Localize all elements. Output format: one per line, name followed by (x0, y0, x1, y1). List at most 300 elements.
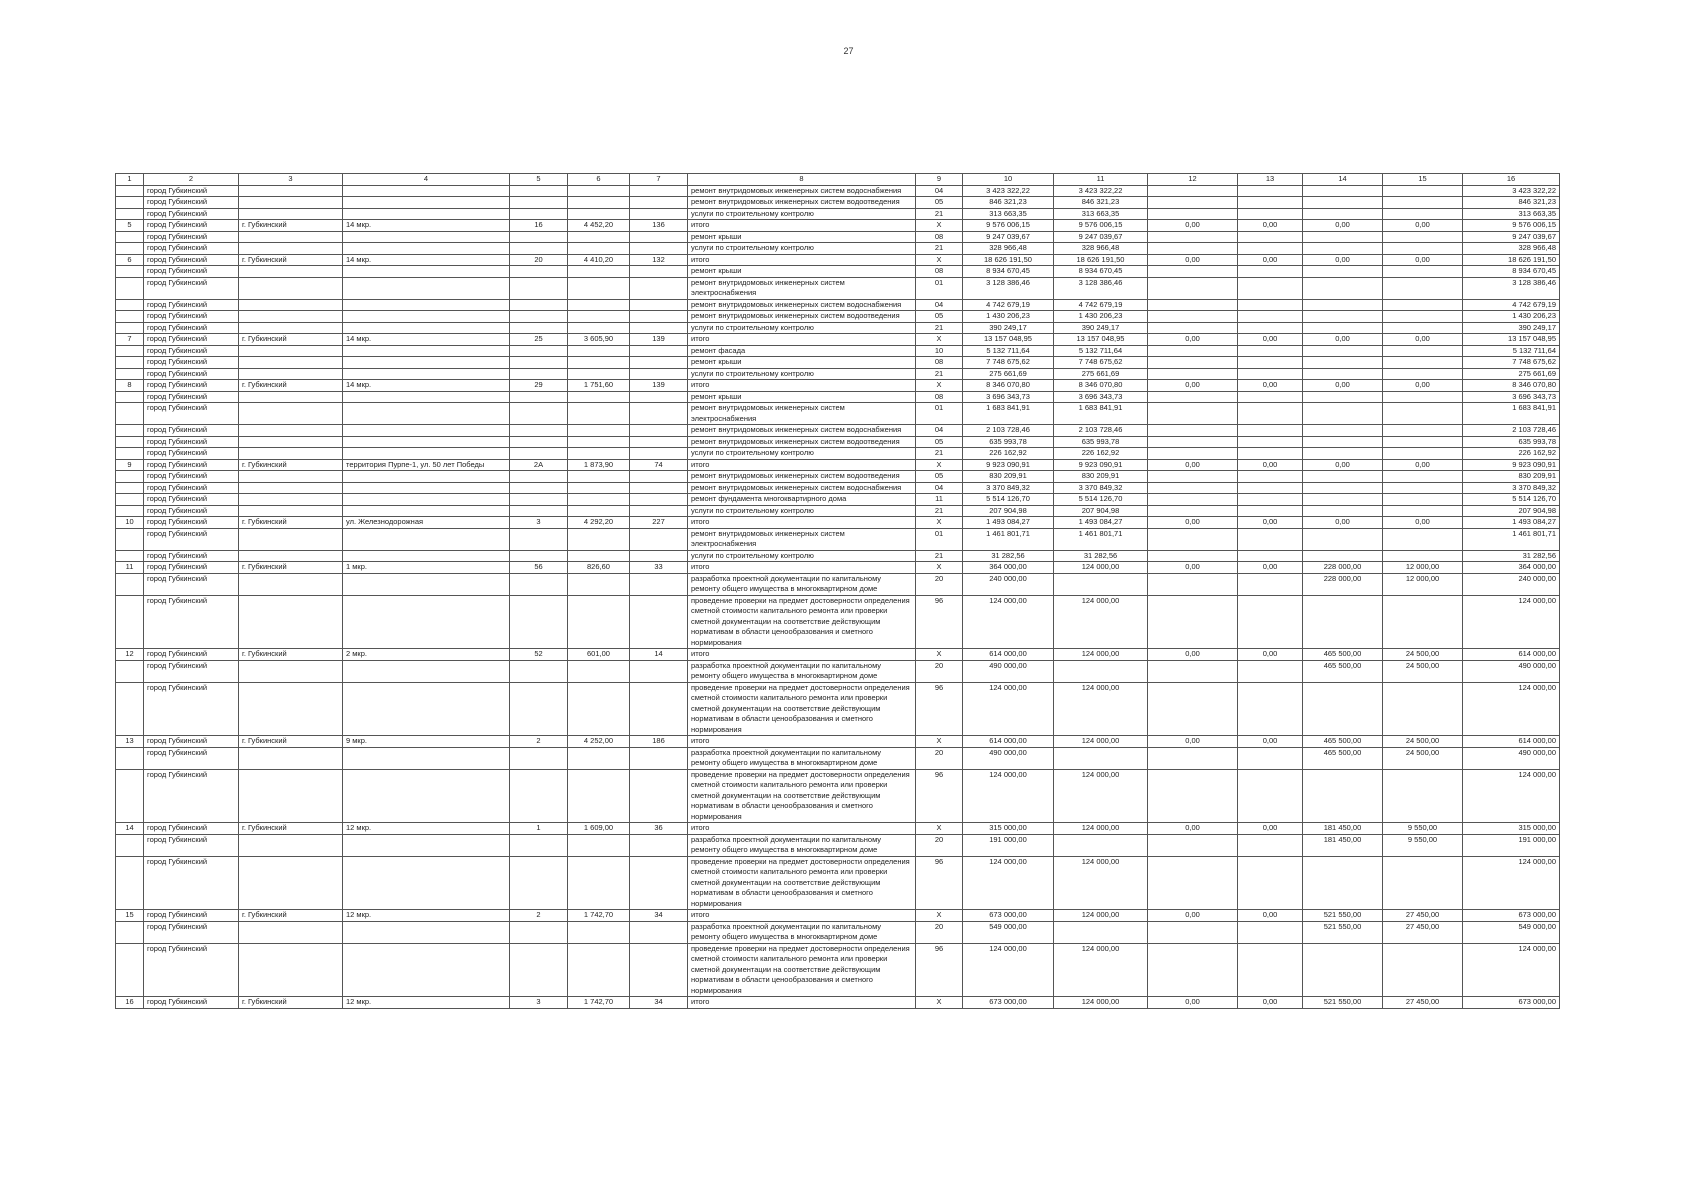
cell-house-number (510, 208, 568, 220)
cell-work-type: итого (688, 220, 916, 232)
cell-total-cost: 18 626 191,50 (963, 254, 1054, 266)
cell-row-number (116, 357, 144, 369)
cell-total-16: 9 923 090,91 (1463, 459, 1560, 471)
cell-col-15: 24 500,00 (1383, 660, 1463, 682)
cell-row-number (116, 208, 144, 220)
column-header: 13 (1238, 174, 1303, 186)
cell-house-number (510, 573, 568, 595)
cell-street (343, 185, 510, 197)
cell-residents (630, 322, 688, 334)
cell-total-16: 328 966,48 (1463, 243, 1560, 255)
cell-work-type: ремонт крыши (688, 266, 916, 278)
cell-col-15 (1383, 482, 1463, 494)
cell-total-16: 673 000,00 (1463, 997, 1560, 1009)
cell-locality (239, 494, 343, 506)
cell-residents: 36 (630, 823, 688, 835)
cell-row-number (116, 505, 144, 517)
table-row (116, 425, 1560, 437)
cell-area (568, 436, 630, 448)
cell-residents: 186 (630, 736, 688, 748)
cell-municipality: город Губкинский (144, 997, 239, 1009)
cell-col-12 (1148, 403, 1238, 425)
cell-total-cost: 8 934 670,45 (963, 266, 1054, 278)
cell-col-12 (1148, 425, 1238, 437)
cell-locality: г. Губкинский (239, 334, 343, 346)
cell-col-15 (1383, 322, 1463, 334)
cell-house-number: 2 (510, 910, 568, 922)
cell-street (343, 471, 510, 483)
cell-fund-cost: 124 000,00 (1054, 769, 1148, 823)
cell-municipality: город Губкинский (144, 649, 239, 661)
cell-municipality: город Губкинский (144, 208, 239, 220)
cell-street (343, 943, 510, 997)
cell-col-12: 0,00 (1148, 220, 1238, 232)
cell-col-14: 0,00 (1303, 254, 1383, 266)
cell-fund-cost: 635 993,78 (1054, 436, 1148, 448)
cell-row-number (116, 747, 144, 769)
cell-area (568, 943, 630, 997)
cell-fund-cost: 390 249,17 (1054, 322, 1148, 334)
cell-total-16: 490 000,00 (1463, 660, 1560, 682)
table-row (116, 243, 1560, 255)
cell-total-cost: 490 000,00 (963, 747, 1054, 769)
cell-total-cost: 673 000,00 (963, 997, 1054, 1009)
cell-col-12: 0,00 (1148, 649, 1238, 661)
cell-total-16: 124 000,00 (1463, 682, 1560, 736)
cell-area: 4 410,20 (568, 254, 630, 266)
cell-col-14 (1303, 471, 1383, 483)
cell-row-number (116, 311, 144, 323)
cell-fund-cost (1054, 921, 1148, 943)
cell-col-15 (1383, 208, 1463, 220)
cell-residents (630, 185, 688, 197)
cell-residents (630, 197, 688, 209)
table-body (116, 174, 1560, 1009)
cell-row-number (116, 345, 144, 357)
cell-fund-cost: 7 748 675,62 (1054, 357, 1148, 369)
cell-fund-cost: 124 000,00 (1054, 823, 1148, 835)
cell-locality (239, 322, 343, 334)
cell-area (568, 277, 630, 299)
cell-col-12: 0,00 (1148, 254, 1238, 266)
cell-total-16: 1 683 841,91 (1463, 403, 1560, 425)
cell-work-code: 04 (916, 185, 963, 197)
cell-col-14 (1303, 856, 1383, 910)
cell-total-16: 9 576 006,15 (1463, 220, 1560, 232)
cell-col-15: 9 550,00 (1383, 823, 1463, 835)
cell-municipality: город Губкинский (144, 380, 239, 392)
cell-street (343, 747, 510, 769)
cell-col-13 (1238, 943, 1303, 997)
cell-street: ул. Железнодорожная (343, 517, 510, 529)
table-row (116, 660, 1560, 682)
cell-total-cost: 549 000,00 (963, 921, 1054, 943)
cell-col-15 (1383, 425, 1463, 437)
cell-col-13: 0,00 (1238, 517, 1303, 529)
cell-house-number (510, 266, 568, 278)
cell-fund-cost: 18 626 191,50 (1054, 254, 1148, 266)
cell-locality: г. Губкинский (239, 380, 343, 392)
cell-col-12 (1148, 660, 1238, 682)
cell-col-13: 0,00 (1238, 562, 1303, 574)
cell-work-type: ремонт крыши (688, 231, 916, 243)
cell-col-15 (1383, 266, 1463, 278)
cell-locality (239, 682, 343, 736)
cell-col-12 (1148, 595, 1238, 649)
cell-col-15 (1383, 243, 1463, 255)
cell-work-type: ремонт внутридомовых инженерных систем водоснабжения (688, 425, 916, 437)
cell-house-number (510, 357, 568, 369)
cell-municipality: город Губкинский (144, 482, 239, 494)
cell-total-16: 364 000,00 (1463, 562, 1560, 574)
cell-col-13 (1238, 528, 1303, 550)
cell-residents (630, 345, 688, 357)
cell-work-type: услуги по строительному контролю (688, 243, 916, 255)
cell-work-type: разработка проектной документации по капитальному ремонту общего имущества в многоквартирном доме (688, 747, 916, 769)
cell-work-code: 21 (916, 505, 963, 517)
cell-area: 1 751,60 (568, 380, 630, 392)
cell-col-13 (1238, 505, 1303, 517)
cell-area (568, 345, 630, 357)
cell-residents: 74 (630, 459, 688, 471)
cell-residents (630, 448, 688, 460)
cell-col-14 (1303, 357, 1383, 369)
cell-work-type: услуги по строительному контролю (688, 368, 916, 380)
cell-municipality: город Губкинский (144, 299, 239, 311)
cell-municipality: город Губкинский (144, 494, 239, 506)
cell-work-type: услуги по строительному контролю (688, 505, 916, 517)
cell-fund-cost: 9 923 090,91 (1054, 459, 1148, 471)
table-row (116, 448, 1560, 460)
cell-residents (630, 482, 688, 494)
cell-house-number (510, 311, 568, 323)
cell-total-16: 275 661,69 (1463, 368, 1560, 380)
cell-total-16: 3 370 849,32 (1463, 482, 1560, 494)
table-row (116, 517, 1560, 529)
cell-fund-cost: 4 742 679,19 (1054, 299, 1148, 311)
cell-work-code: X (916, 254, 963, 266)
cell-house-number (510, 856, 568, 910)
cell-street (343, 494, 510, 506)
cell-total-cost: 635 993,78 (963, 436, 1054, 448)
cell-fund-cost: 2 103 728,46 (1054, 425, 1148, 437)
cell-house-number (510, 505, 568, 517)
cell-street (343, 834, 510, 856)
cell-street (343, 266, 510, 278)
cell-municipality: город Губкинский (144, 736, 239, 748)
cell-residents: 33 (630, 562, 688, 574)
cell-work-code: 20 (916, 660, 963, 682)
cell-street (343, 231, 510, 243)
cell-work-code: 20 (916, 921, 963, 943)
cell-work-code: X (916, 736, 963, 748)
cell-house-number (510, 436, 568, 448)
cell-work-type: проведение проверки на предмет достоверности определения сметной стоимости капитального ремонта или проверки сметной документации на соответствие действующим нормативам в области ценообразования и сметного нормирования (688, 943, 916, 997)
cell-work-code: X (916, 562, 963, 574)
cell-house-number (510, 943, 568, 997)
cell-col-12 (1148, 528, 1238, 550)
cell-row-number (116, 425, 144, 437)
cell-work-type: ремонт внутридомовых инженерных систем водоотведения (688, 197, 916, 209)
cell-fund-cost: 3 423 322,22 (1054, 185, 1148, 197)
cell-area (568, 471, 630, 483)
cell-row-number (116, 943, 144, 997)
cell-work-code: 08 (916, 231, 963, 243)
cell-fund-cost: 124 000,00 (1054, 910, 1148, 922)
cell-area (568, 505, 630, 517)
cell-col-13 (1238, 482, 1303, 494)
cell-municipality: город Губкинский (144, 322, 239, 334)
cell-col-12 (1148, 550, 1238, 562)
cell-col-14 (1303, 682, 1383, 736)
table-row (116, 682, 1560, 736)
table-row (116, 368, 1560, 380)
cell-fund-cost: 3 370 849,32 (1054, 482, 1148, 494)
cell-residents (630, 505, 688, 517)
cell-municipality: город Губкинский (144, 368, 239, 380)
cell-fund-cost: 124 000,00 (1054, 562, 1148, 574)
cell-col-14 (1303, 277, 1383, 299)
cell-row-number (116, 769, 144, 823)
cell-house-number (510, 660, 568, 682)
cell-col-14 (1303, 403, 1383, 425)
cell-locality (239, 299, 343, 311)
cell-work-code: 05 (916, 197, 963, 209)
cell-fund-cost: 5 514 126,70 (1054, 494, 1148, 506)
cell-col-14 (1303, 943, 1383, 997)
cell-locality (239, 277, 343, 299)
cell-work-type: проведение проверки на предмет достоверности определения сметной стоимости капитального ремонта или проверки сметной документации на соответствие действующим нормативам в области ценообразования и сметного нормирования (688, 682, 916, 736)
cell-house-number (510, 403, 568, 425)
cell-total-16: 124 000,00 (1463, 943, 1560, 997)
table-row (116, 357, 1560, 369)
cell-house-number (510, 528, 568, 550)
cell-total-cost: 390 249,17 (963, 322, 1054, 334)
cell-residents (630, 311, 688, 323)
cell-total-cost: 1 493 084,27 (963, 517, 1054, 529)
cell-locality: г. Губкинский (239, 649, 343, 661)
cell-residents (630, 494, 688, 506)
cell-work-code: X (916, 517, 963, 529)
cell-col-13 (1238, 660, 1303, 682)
cell-locality (239, 391, 343, 403)
cell-municipality: город Губкинский (144, 436, 239, 448)
cell-locality (239, 471, 343, 483)
cell-fund-cost: 124 000,00 (1054, 595, 1148, 649)
cell-work-type: итого (688, 910, 916, 922)
cell-row-number: 11 (116, 562, 144, 574)
cell-total-16: 5 514 126,70 (1463, 494, 1560, 506)
cell-total-16: 846 321,23 (1463, 197, 1560, 209)
cell-col-14 (1303, 550, 1383, 562)
cell-house-number (510, 277, 568, 299)
cell-residents (630, 834, 688, 856)
cell-work-type: итого (688, 517, 916, 529)
cell-locality: г. Губкинский (239, 562, 343, 574)
cell-work-type: ремонт внутридомовых инженерных систем электроснабжения (688, 528, 916, 550)
cell-work-type: услуги по строительному контролю (688, 208, 916, 220)
cell-work-type: разработка проектной документации по капитальному ремонту общего имущества в многоквартирном доме (688, 921, 916, 943)
cell-street (343, 595, 510, 649)
cell-col-15 (1383, 682, 1463, 736)
cell-area (568, 266, 630, 278)
cell-municipality: город Губкинский (144, 769, 239, 823)
cell-row-number: 7 (116, 334, 144, 346)
cell-col-12 (1148, 299, 1238, 311)
cell-total-16: 3 423 322,22 (1463, 185, 1560, 197)
cell-house-number (510, 391, 568, 403)
cell-col-12 (1148, 277, 1238, 299)
cell-work-code: X (916, 649, 963, 661)
cell-work-code: 08 (916, 357, 963, 369)
cell-fund-cost: 313 663,35 (1054, 208, 1148, 220)
cell-col-12: 0,00 (1148, 997, 1238, 1009)
cell-col-13: 0,00 (1238, 220, 1303, 232)
column-header: 11 (1054, 174, 1148, 186)
cell-area (568, 243, 630, 255)
cell-locality (239, 345, 343, 357)
cell-locality (239, 208, 343, 220)
table-row (116, 403, 1560, 425)
column-header: 7 (630, 174, 688, 186)
cell-area (568, 660, 630, 682)
cell-area (568, 368, 630, 380)
cell-row-number (116, 403, 144, 425)
cell-col-13: 0,00 (1238, 649, 1303, 661)
cell-total-16: 13 157 048,95 (1463, 334, 1560, 346)
cell-work-code: X (916, 380, 963, 392)
cell-col-12 (1148, 482, 1238, 494)
table-row (116, 769, 1560, 823)
cell-col-15 (1383, 769, 1463, 823)
cell-house-number: 56 (510, 562, 568, 574)
cell-col-12: 0,00 (1148, 517, 1238, 529)
cell-street: 14 мкр. (343, 254, 510, 266)
cell-total-cost: 4 742 679,19 (963, 299, 1054, 311)
cell-work-code: 20 (916, 834, 963, 856)
column-header: 8 (688, 174, 916, 186)
cell-residents (630, 921, 688, 943)
cell-fund-cost: 226 162,92 (1054, 448, 1148, 460)
cell-col-12 (1148, 921, 1238, 943)
cell-col-15: 0,00 (1383, 334, 1463, 346)
cell-locality: г. Губкинский (239, 220, 343, 232)
cell-residents (630, 769, 688, 823)
cell-work-type: услуги по строительному контролю (688, 322, 916, 334)
cell-col-12 (1148, 943, 1238, 997)
cell-work-type: ремонт крыши (688, 391, 916, 403)
cell-col-13 (1238, 921, 1303, 943)
cell-locality (239, 231, 343, 243)
cell-street: территория Пурпе-1, ул. 50 лет Победы (343, 459, 510, 471)
cell-col-15 (1383, 943, 1463, 997)
cell-area: 4 252,00 (568, 736, 630, 748)
table-row (116, 997, 1560, 1009)
cell-total-cost: 614 000,00 (963, 736, 1054, 748)
cell-col-13 (1238, 299, 1303, 311)
cell-total-cost: 328 966,48 (963, 243, 1054, 255)
cell-municipality: город Губкинский (144, 448, 239, 460)
cell-street (343, 425, 510, 437)
cell-work-type: проведение проверки на предмет достоверности определения сметной стоимости капитального ремонта или проверки сметной документации на соответствие действующим нормативам в области ценообразования и сметного нормирования (688, 595, 916, 649)
cell-work-code: 11 (916, 494, 963, 506)
cell-row-number (116, 197, 144, 209)
cell-street: 12 мкр. (343, 997, 510, 1009)
cell-row-number (116, 322, 144, 334)
cell-fund-cost: 124 000,00 (1054, 943, 1148, 997)
cell-work-type: ремонт внутридомовых инженерных систем водоснабжения (688, 299, 916, 311)
cell-col-15: 0,00 (1383, 220, 1463, 232)
cell-col-13 (1238, 357, 1303, 369)
cell-col-14 (1303, 197, 1383, 209)
cell-work-type: ремонт фасада (688, 345, 916, 357)
cell-total-16: 18 626 191,50 (1463, 254, 1560, 266)
cell-row-number: 6 (116, 254, 144, 266)
cell-municipality: город Губкинский (144, 403, 239, 425)
cell-work-code: 20 (916, 747, 963, 769)
cell-residents: 136 (630, 220, 688, 232)
cell-fund-cost: 1 493 084,27 (1054, 517, 1148, 529)
cell-col-14: 465 500,00 (1303, 649, 1383, 661)
cell-fund-cost: 9 247 039,67 (1054, 231, 1148, 243)
cell-col-15 (1383, 528, 1463, 550)
cell-fund-cost: 5 132 711,64 (1054, 345, 1148, 357)
cell-total-cost: 614 000,00 (963, 649, 1054, 661)
cell-row-number: 12 (116, 649, 144, 661)
cell-work-type: итого (688, 997, 916, 1009)
cell-col-14 (1303, 311, 1383, 323)
cell-row-number (116, 921, 144, 943)
column-header: 5 (510, 174, 568, 186)
cell-work-type: ремонт фундамента многоквартирного дома (688, 494, 916, 506)
cell-col-12 (1148, 185, 1238, 197)
cell-municipality: город Губкинский (144, 505, 239, 517)
cell-area: 1 742,70 (568, 997, 630, 1009)
cell-street (343, 197, 510, 209)
cell-col-13 (1238, 243, 1303, 255)
cell-street: 1 мкр. (343, 562, 510, 574)
table-row (116, 231, 1560, 243)
cell-total-cost: 207 904,98 (963, 505, 1054, 517)
cell-locality (239, 505, 343, 517)
cell-col-12 (1148, 197, 1238, 209)
cell-area (568, 425, 630, 437)
cell-locality (239, 357, 343, 369)
cell-row-number (116, 299, 144, 311)
cell-col-12 (1148, 834, 1238, 856)
cell-work-type: услуги по строительному контролю (688, 448, 916, 460)
cell-street (343, 436, 510, 448)
cell-locality (239, 943, 343, 997)
cell-col-15 (1383, 357, 1463, 369)
cell-total-cost: 226 162,92 (963, 448, 1054, 460)
cell-total-cost: 191 000,00 (963, 834, 1054, 856)
table-row (116, 391, 1560, 403)
cell-col-13 (1238, 856, 1303, 910)
cell-area (568, 357, 630, 369)
cell-col-13 (1238, 747, 1303, 769)
cell-col-13 (1238, 266, 1303, 278)
cell-house-number: 20 (510, 254, 568, 266)
table-row (116, 573, 1560, 595)
cell-col-13 (1238, 231, 1303, 243)
cell-municipality: город Губкинский (144, 562, 239, 574)
cell-col-14 (1303, 345, 1383, 357)
cell-total-cost: 1 683 841,91 (963, 403, 1054, 425)
cell-col-12 (1148, 436, 1238, 448)
cell-total-cost: 124 000,00 (963, 595, 1054, 649)
cell-col-13 (1238, 208, 1303, 220)
